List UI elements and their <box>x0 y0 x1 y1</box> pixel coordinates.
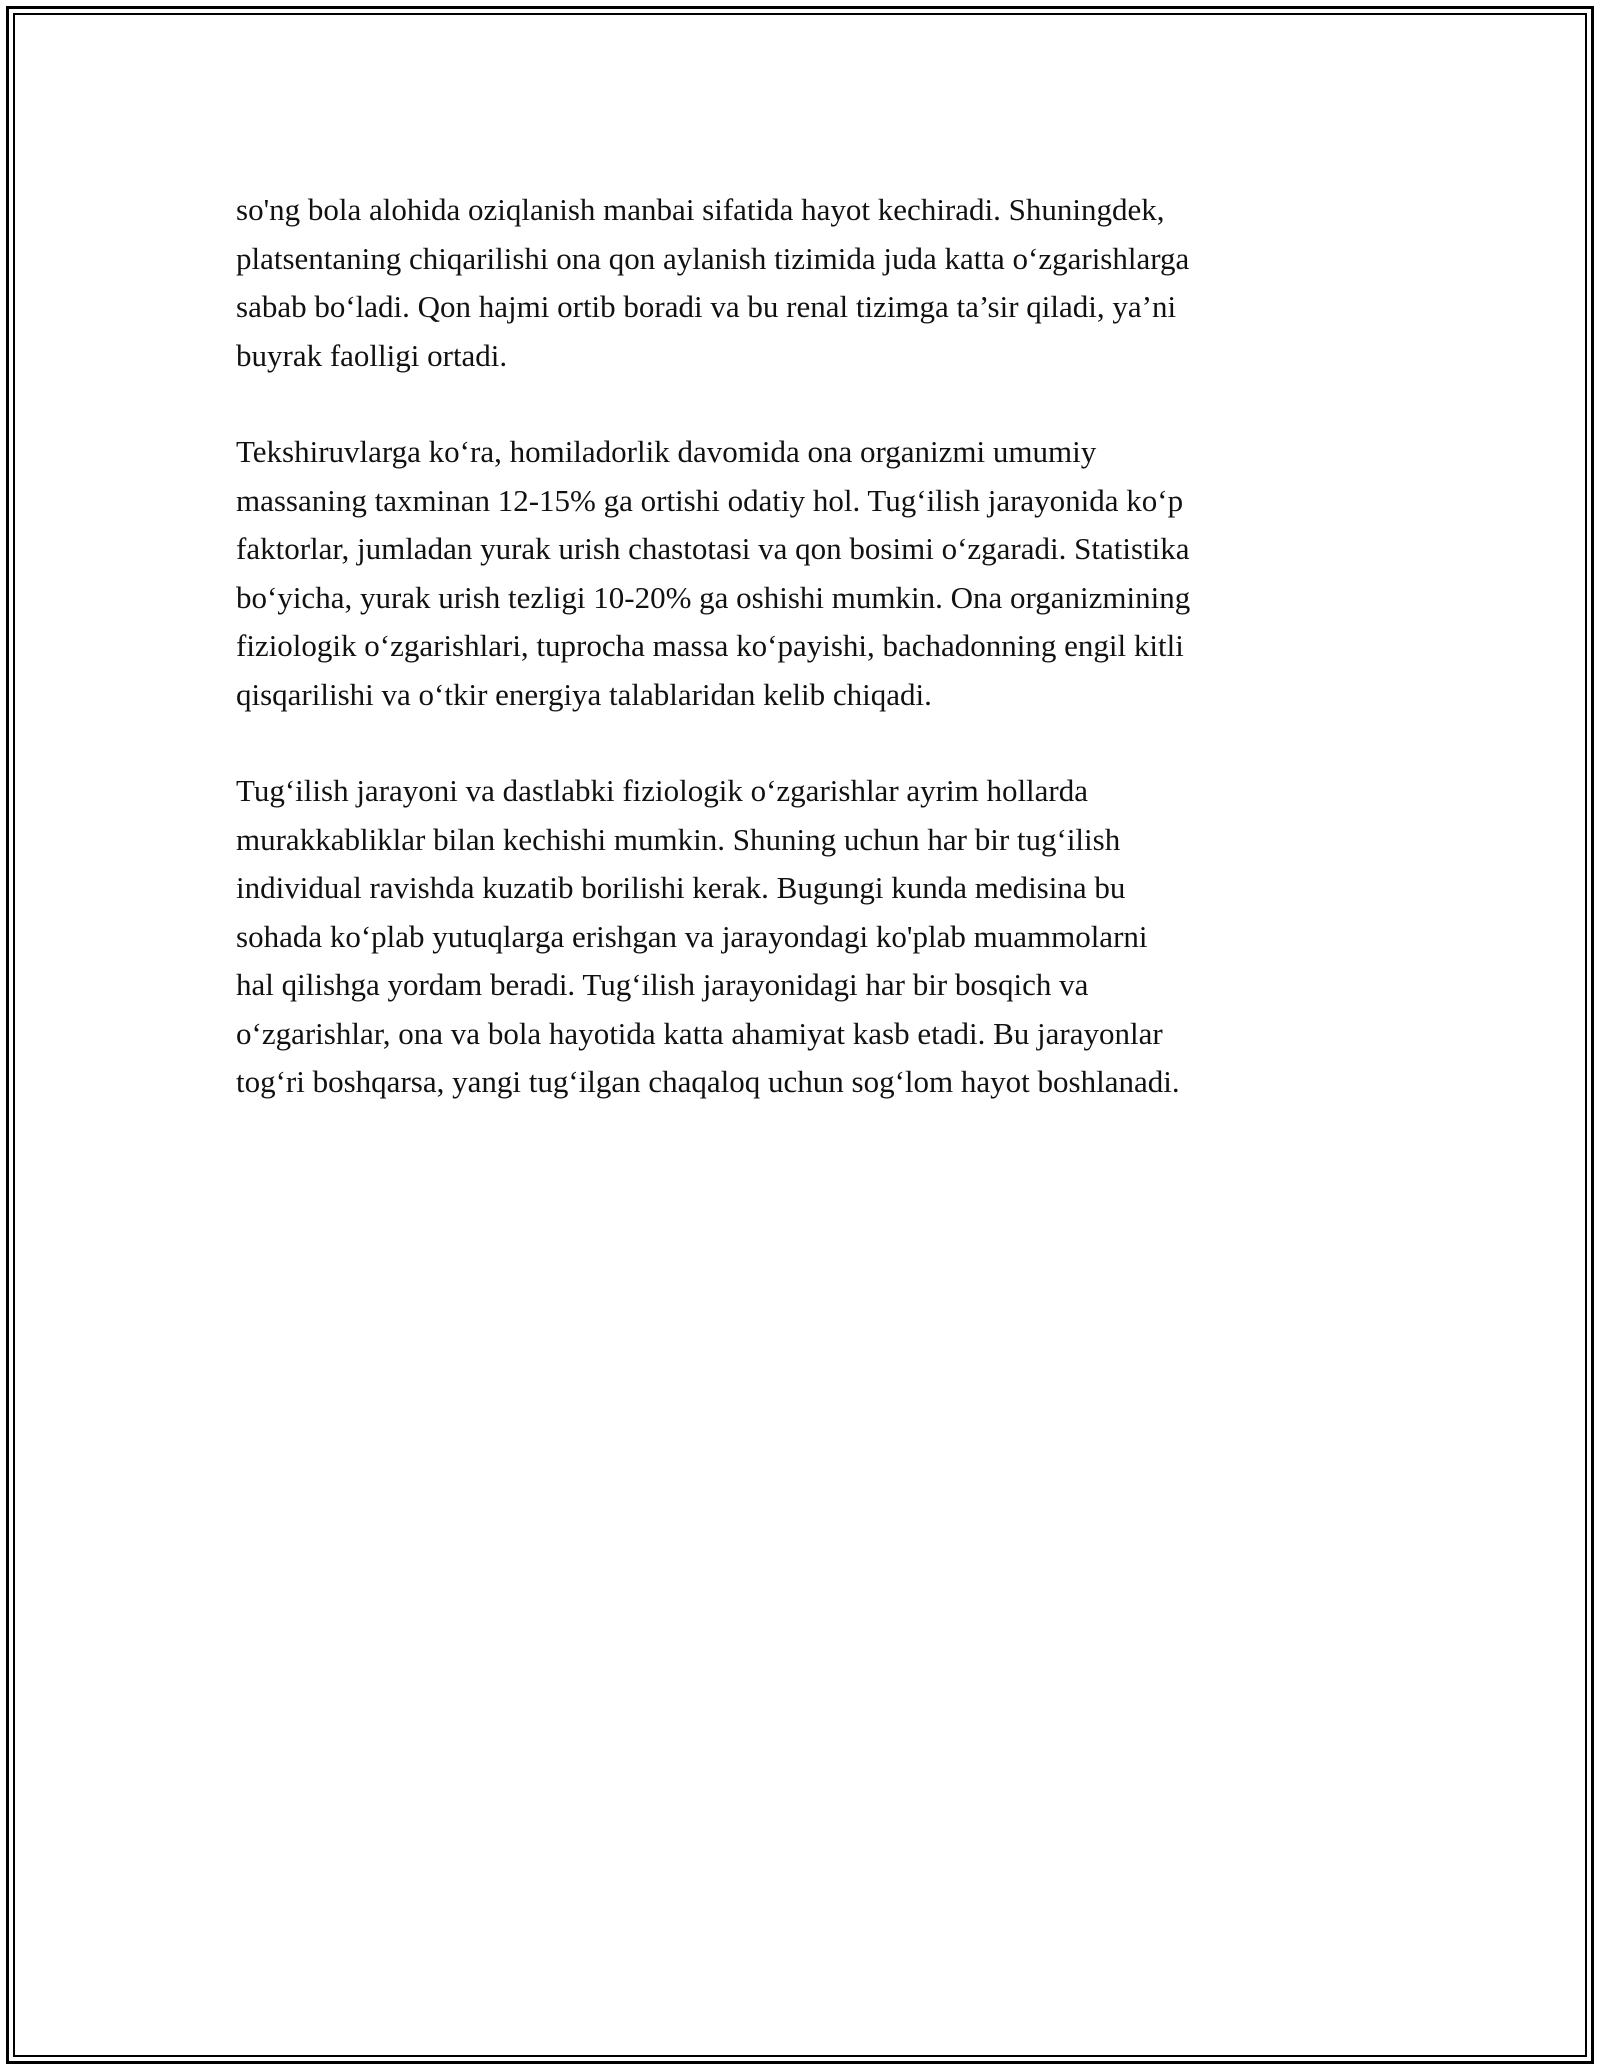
paragraph-3: Tug‘ilish jarayoni va dastlabki fiziologik o‘zgarishlar ayrim hollarda murakkabliklar bilan kechishi mumkin. Shuning uchun har bir tug‘ilish individual ravishda kuzatib borilishi kerak. Bugungi kunda medisina bu sohada ko‘plab yutuqlarga erishgan va jarayondagi ko'plab muammolarni hal qilishga yordam beradi. Tug‘ilish jarayonidagi har bir bosqich va o‘zgarishlar, ona va bola hayotida katta ahamiyat kasb etadi. Bu jarayonlar tog‘ri boshqarsa, yangi tug‘ilgan chaqaloq uchun sog‘lom hayot boshlanadi. <box>236 773 1180 1099</box>
paragraph-1: so'ng bola alohida oziqlanish manbai sifatida hayot kechiradi. Shuningdek, platsentaning chiqarilishi ona qon aylanish tizimida juda katta o‘zgarishlarga sabab bo‘ladi. Qon hajmi ortib boradi va bu renal tizimga ta’sir qiladi, ya’ni buyrak faolligi ortadi. <box>236 192 1190 373</box>
paragraph-2: Tekshiruvlarga ko‘ra, homiladorlik davomida ona organizmi umumiy massaning taxminan 12-15% ga ortishi odatiy hol. Tug‘ilish jarayonida ko‘p faktorlar, jumladan yurak urish chastotasi va qon bosimi o‘zgaradi. Statistika bo‘yicha, yurak urish tezligi 10-20% ga oshishi mumkin. Ona organizmining fiziologik o‘zgarishlari, tuprocha massa ko‘payishi, bachadonning engil kitli qisqarilishi va o‘tkir energiya talablaridan kelib chiqadi. <box>236 434 1191 712</box>
document-body <box>236 186 1376 1155</box>
